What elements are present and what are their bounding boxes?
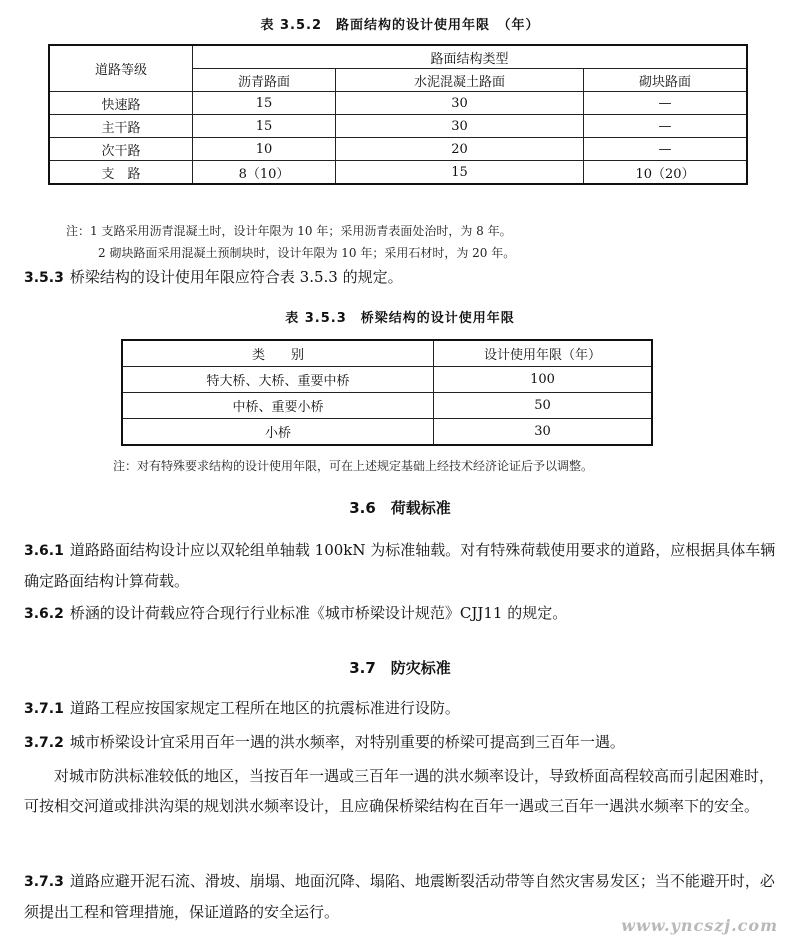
cell-asphalt: 15 (193, 115, 336, 138)
clause-number: 3.6.2 (24, 606, 64, 622)
cell-concrete: 15 (335, 161, 583, 185)
clause-number: 3.7.3 (24, 874, 64, 890)
table-3-5-3-note: 注：对有特殊要求结构的设计使用年限，可在上述规定基础上经技术经济论证后予以调整。 (113, 459, 594, 473)
cell-grade: 支 路 (49, 161, 193, 185)
clause-number: 3.5.3 (24, 270, 64, 286)
table-3-5-2-caption: 表 3.5.2 路面结构的设计使用年限 （年） (260, 18, 540, 33)
clause-number: 3.7.1 (24, 701, 64, 717)
pavement-design-life-table (48, 44, 748, 185)
header-category: 类 别 (122, 340, 434, 367)
cell-grade: 次干路 (49, 138, 193, 161)
clause-3-7-2-paragraph: 对城市防洪标准较低的地区，当按百年一遇或三百年一遇的洪水频率设计，导致桥面高程较高而引起困难时，可按相交河道或排洪沟渠的规划洪水频率设计，且应确保桥梁结构在百年一遇或三百年一遇洪水频率下的安全。 (24, 767, 775, 815)
section-heading-3-7: 3.7 防灾标准 (349, 659, 451, 677)
table-row (49, 115, 747, 138)
bridge-design-life-table (121, 339, 653, 446)
cell-asphalt: 10 (193, 138, 336, 161)
header-block: 砌块路面 (584, 69, 747, 92)
table-3-5-2-note-1: 注：1 支路采用沥青混凝土时，设计年限为 10 年；采用沥青表面处治时，为 8 年。 (66, 224, 512, 238)
table-row (122, 367, 652, 393)
table-row (49, 92, 747, 115)
cell-years: 50 (434, 393, 653, 419)
table-3-5-2-note-2: 2 砌块路面采用混凝土预制块时，设计年限为 10 年；采用石材时，为 20 年。 (98, 246, 516, 260)
cell-block: 10（20） (584, 161, 747, 185)
cell-grade: 快速路 (49, 92, 193, 115)
cell-category: 中桥、重要小桥 (122, 393, 434, 419)
clause-3-7-1 (24, 693, 776, 724)
table-3-5-3-caption: 表 3.5.3 桥梁结构的设计使用年限 (285, 311, 515, 326)
clause-text: 道路工程应按国家规定工程所在地区的抗震标准进行设防。 (69, 699, 460, 717)
header-road-grade: 道路等级 (49, 45, 193, 92)
clause-text: 桥涵的设计荷载应符合现行行业标准《城市桥梁设计规范》CJJ11 的规定。 (69, 604, 568, 622)
table-row (49, 161, 747, 185)
clause-text: 桥梁结构的设计使用年限应符合表 3.5.3 的规定。 (69, 268, 403, 286)
cell-category: 小桥 (122, 419, 434, 446)
table-row (122, 419, 652, 446)
cell-years: 30 (434, 419, 653, 446)
table-row (49, 138, 747, 161)
clause-number: 3.6.1 (24, 543, 64, 559)
clause-number: 3.7.2 (24, 735, 64, 751)
cell-grade: 主干路 (49, 115, 193, 138)
cell-block: — (584, 92, 747, 115)
header-asphalt: 沥青路面 (193, 69, 336, 92)
cell-asphalt: 15 (193, 92, 336, 115)
table-row (122, 393, 652, 419)
cell-concrete: 30 (335, 92, 583, 115)
clause-3-5-3 (24, 262, 776, 293)
header-pavement-type: 路面结构类型 (193, 45, 748, 69)
section-heading-3-6: 3.6 荷载标准 (349, 499, 451, 517)
cell-concrete: 30 (335, 115, 583, 138)
clause-text: 道路路面结构设计应以双轮组单轴载 100kN 为标准轴载。对有特殊荷载使用要求的道路，应根据具体车辆确定路面结构计算荷载。 (24, 541, 776, 590)
site-watermark: www.yncszj.com (621, 916, 778, 935)
cell-asphalt: 8（10） (193, 161, 336, 185)
clause-3-6-1 (24, 535, 776, 596)
cell-concrete: 20 (335, 138, 583, 161)
clause-text: 城市桥梁设计宜采用百年一遇的洪水频率，对特别重要的桥梁可提高到三百年一遇。 (69, 733, 625, 751)
cell-block: — (584, 138, 747, 161)
clause-text: 道路应避开泥石流、滑坡、崩塌、地面沉降、塌陷、地震断裂活动带等自然灾害易发区；当不能避开时，必须提出工程和管理措施，保证道路的安全运行。 (24, 872, 775, 921)
clause-3-6-2 (24, 598, 776, 629)
clause-3-7-2 (24, 727, 776, 758)
cell-years: 100 (434, 367, 653, 393)
header-design-life: 设计使用年限（年） (434, 340, 653, 367)
cell-category: 特大桥、大桥、重要中桥 (122, 367, 434, 393)
header-concrete: 水泥混凝土路面 (335, 69, 583, 92)
cell-block: — (584, 115, 747, 138)
